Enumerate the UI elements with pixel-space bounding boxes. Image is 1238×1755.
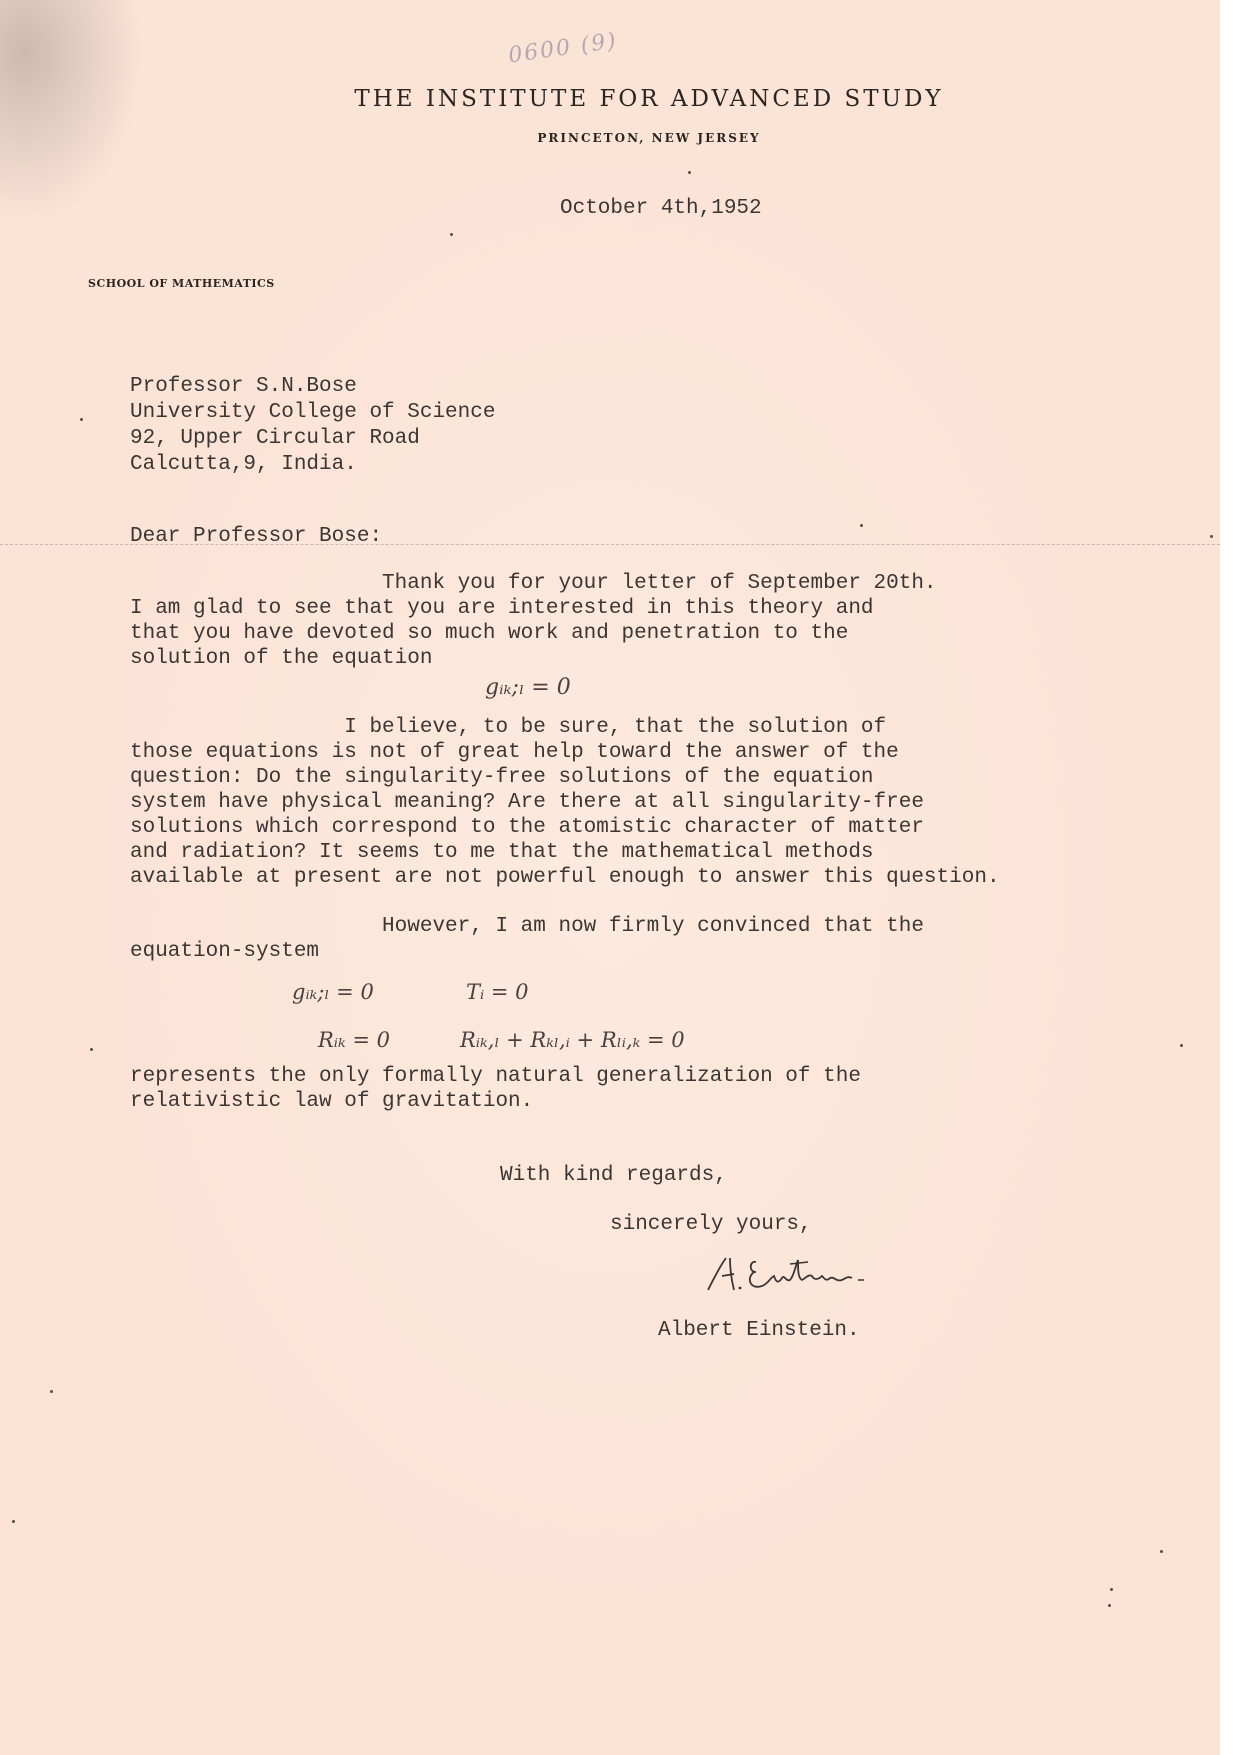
- paper-speck: [1160, 1550, 1163, 1553]
- handwritten-signature: [700, 1248, 900, 1298]
- handwritten-equation-2a: gᵢₖ;ₗ = 0: [292, 980, 374, 1004]
- paper-speck: [12, 1520, 15, 1523]
- body-paragraph-1: Thank you for your letter of September 20th. I am glad to see that you are interested in this theory and that you have devoted so much work and penetration to the solution of the equation: [130, 572, 937, 670]
- closing-regards: With kind regards,: [500, 1164, 727, 1187]
- paper-speck: [1180, 1044, 1183, 1047]
- recipient-line2: University College of Science: [130, 401, 496, 424]
- body-paragraph-4: represents the only formally natural generalization of the relativistic law of gravitation.: [130, 1065, 861, 1113]
- paper-speck: [50, 1390, 53, 1393]
- recipient-address: [130, 374, 495, 478]
- salutation: Dear Professor Bose:: [130, 525, 383, 548]
- paper-speck: [1110, 1588, 1113, 1591]
- handwritten-equation-3b: Rᵢₖ,ₗ + Rₖₗ,ᵢ + Rₗᵢ,ₖ = 0: [460, 1028, 685, 1052]
- paper-speck: [1108, 1604, 1111, 1607]
- paper-speck: [1210, 535, 1213, 538]
- paper-speck: [450, 233, 453, 236]
- signatory-name: Albert Einstein.: [658, 1319, 860, 1342]
- handwritten-equation-2b: Tᵢ = 0: [466, 980, 529, 1004]
- paper-speck: [688, 171, 691, 174]
- body-paragraph-2: I believe, to be sure, that the solution of those equations is not of great help toward the answer of the question: Do the singularity-free solutions of the equation system have physical meaning? Are there at all singularity-free solutions which correspond to the atomistic character of matter and radiation? It seems to me that the mathematical methods available at present are not powerful enough to answer this question.: [130, 716, 1000, 889]
- letterhead-title: THE INSTITUTE FOR ADVANCED STUDY: [354, 86, 944, 112]
- department-label: SCHOOL OF MATHEMATICS: [88, 277, 275, 290]
- letter-date: October 4th,1952: [560, 197, 762, 220]
- recipient-line4: Calcutta,9, India.: [130, 453, 357, 476]
- handwritten-equation-3a: Rᵢₖ = 0: [318, 1028, 391, 1052]
- handwritten-equation-1: gᵢₖ;ₗ = 0: [485, 675, 571, 700]
- body-paragraph-3: However, I am now firmly convinced that the equation-system: [130, 915, 924, 963]
- recipient-line3: 92, Upper Circular Road: [130, 427, 420, 450]
- closing-sincerely: sincerely yours,: [610, 1213, 812, 1236]
- paper-speck: [80, 418, 83, 421]
- recipient-name: Professor S.N.Bose: [130, 375, 357, 398]
- paper-speck: [90, 1048, 93, 1051]
- letterhead-location: PRINCETON, NEW JERSEY: [537, 131, 761, 145]
- archive-mark: 0600 (9): [506, 28, 620, 69]
- paper-speck: [860, 524, 863, 527]
